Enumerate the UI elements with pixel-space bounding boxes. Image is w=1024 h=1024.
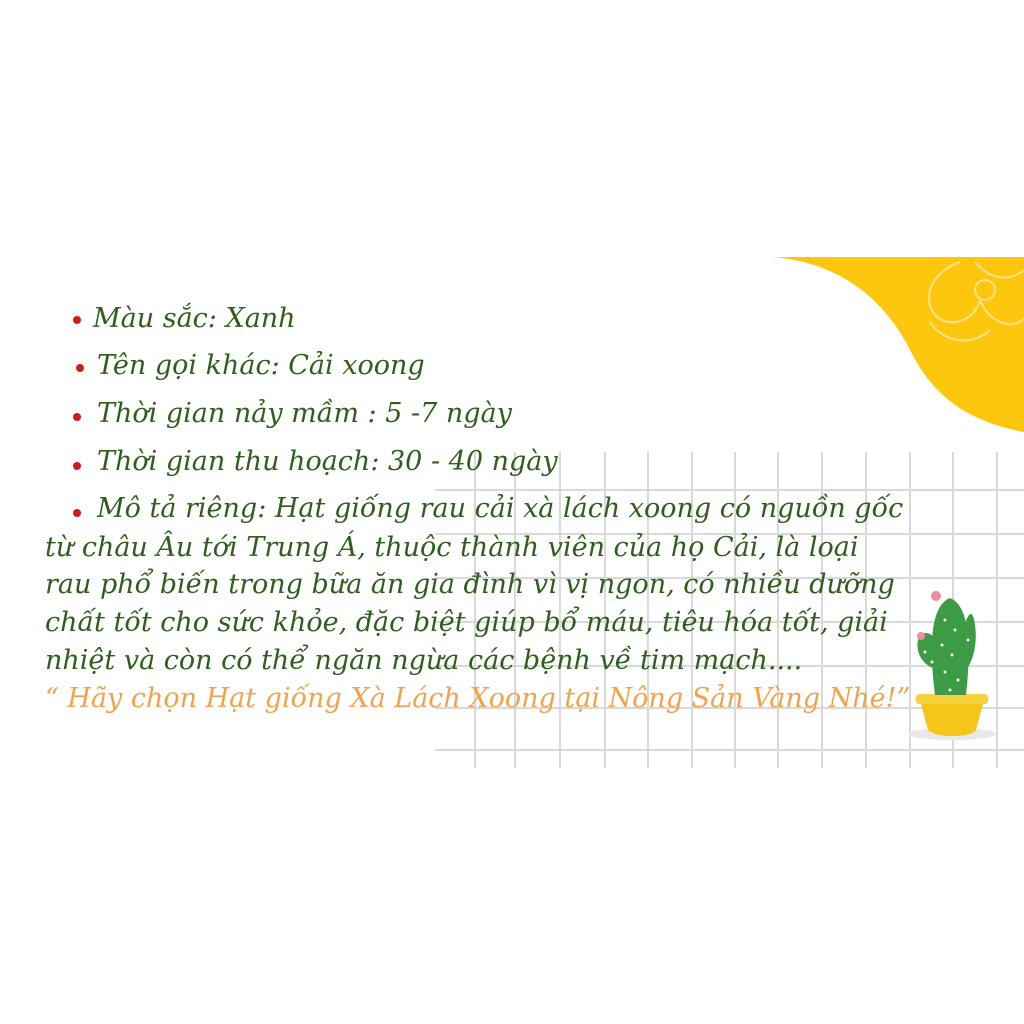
detail-harvest-time: Thời gian thu hoạch: 30 - 40 ngày bbox=[97, 446, 558, 477]
description-line: chất tốt cho sức khỏe, đặc biệt giúp bổ máu, tiêu hóa tốt, giải bbox=[45, 607, 888, 638]
description-line: từ châu Âu tới Trung Á, thuộc thành viên của họ Cải, là loại bbox=[45, 532, 859, 563]
bullet-marker bbox=[73, 316, 81, 324]
description-line: nhiệt và còn có thể ngăn ngừa các bệnh về tim mạch.... bbox=[45, 645, 803, 676]
detail-description-start: Mô tả riêng: Hạt giống rau cải xà lách xoong có nguồn gốc bbox=[97, 493, 904, 524]
bullet-marker bbox=[76, 364, 84, 372]
detail-germination-time: Thời gian nảy mầm : 5 -7 ngày bbox=[97, 398, 512, 429]
detail-color: Màu sắc: Xanh bbox=[93, 303, 296, 334]
bullet-marker bbox=[73, 413, 81, 421]
detail-other-name: Tên gọi khác: Cải xoong bbox=[97, 350, 425, 381]
promo-quote: “ Hãy chọn Hạt giống Xà Lách Xoong tại Nông Sản Vàng Nhé!” bbox=[45, 683, 911, 714]
description-line: rau phổ biến trong bữa ăn gia đình vì vị ngon, có nhiều dưỡng bbox=[45, 569, 895, 600]
bullet-marker bbox=[73, 462, 81, 470]
bullet-marker bbox=[73, 509, 81, 517]
